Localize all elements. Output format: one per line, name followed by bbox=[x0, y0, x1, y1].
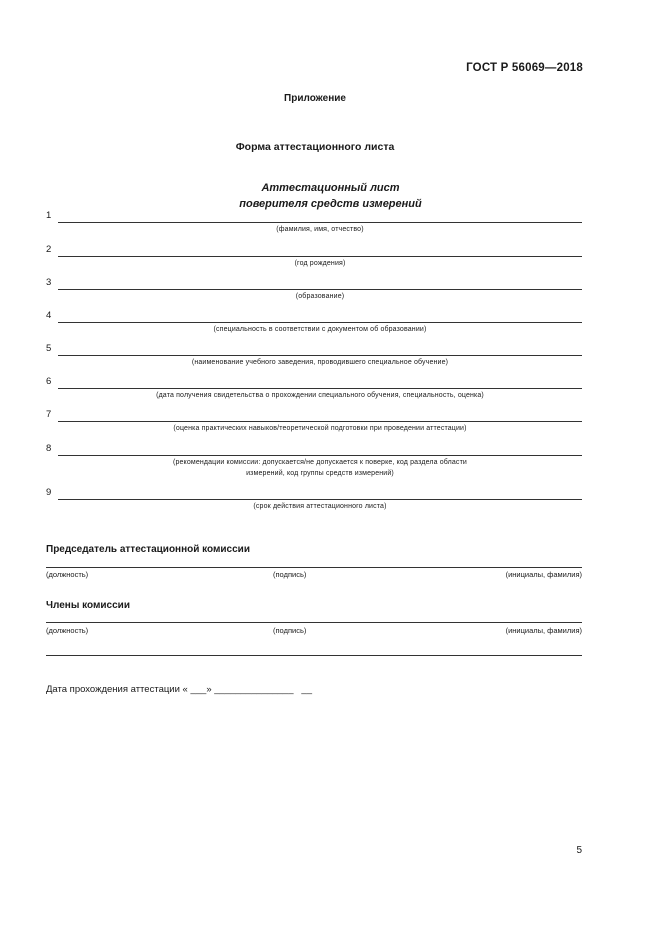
members-heading: Члены комиссии bbox=[46, 600, 130, 611]
position-caption: (должность) bbox=[46, 570, 89, 579]
document-title-line1: Аттестационный лист bbox=[261, 182, 400, 194]
document-title bbox=[0, 180, 661, 212]
form-title: Форма аттестационного листа bbox=[235, 141, 395, 153]
initials-caption: (инициалы, фамилия) bbox=[505, 570, 582, 579]
field-line bbox=[58, 499, 582, 500]
field-line bbox=[58, 355, 582, 356]
field-number: 2 bbox=[46, 244, 52, 255]
form-field-8[interactable] bbox=[46, 443, 582, 483]
page-number: 5 bbox=[576, 845, 582, 856]
form-field-4[interactable] bbox=[46, 310, 582, 340]
signature-caption: (подпись) bbox=[273, 626, 307, 635]
appendix-label: Приложение bbox=[284, 93, 346, 104]
certification-date-line[interactable]: Дата прохождения аттестации « ___» _______________ __ bbox=[46, 684, 312, 695]
field-caption: (специальность в соответствии с документом об образовании) bbox=[213, 326, 427, 333]
field-caption: (фамилия, имя, отчество) bbox=[276, 226, 364, 233]
position-caption: (должность) bbox=[46, 626, 89, 635]
field-number: 5 bbox=[46, 343, 52, 354]
field-line bbox=[58, 322, 582, 323]
field-number: 1 bbox=[46, 210, 52, 221]
member-signature-captions bbox=[46, 626, 582, 638]
form-field-1[interactable] bbox=[46, 210, 582, 240]
field-caption: (наименование учебного заведения, проводившего специальное обучение) bbox=[191, 359, 449, 366]
form-field-3[interactable] bbox=[46, 277, 582, 307]
field-number: 9 bbox=[46, 487, 52, 498]
field-caption bbox=[58, 457, 582, 479]
signature-caption: (подпись) bbox=[273, 570, 307, 579]
standard-number: ГОСТ Р 56069—2018 bbox=[466, 62, 583, 74]
field-number: 4 bbox=[46, 310, 52, 321]
form-field-2[interactable] bbox=[46, 244, 582, 274]
field-number: 8 bbox=[46, 443, 52, 454]
field-caption: (образование) bbox=[295, 293, 345, 300]
field-caption-line2: измерений, код группы средств измерений) bbox=[246, 470, 394, 477]
field-number: 7 bbox=[46, 409, 52, 420]
member-signature-line-1[interactable] bbox=[46, 622, 582, 623]
field-line bbox=[58, 256, 582, 257]
chairman-signature-captions bbox=[46, 570, 582, 582]
form-field-6[interactable] bbox=[46, 376, 582, 406]
field-caption: (срок действия аттестационного листа) bbox=[253, 503, 387, 510]
member-signature-line-2[interactable] bbox=[46, 655, 582, 656]
form-field-7[interactable] bbox=[46, 409, 582, 439]
field-line bbox=[58, 388, 582, 389]
field-line bbox=[58, 289, 582, 290]
field-caption: (год рождения) bbox=[294, 260, 346, 267]
chairman-heading: Председатель аттестационной комиссии bbox=[46, 544, 250, 555]
form-field-9[interactable] bbox=[46, 487, 582, 517]
field-number: 6 bbox=[46, 376, 52, 387]
field-line bbox=[58, 455, 582, 456]
field-number: 3 bbox=[46, 277, 52, 288]
field-line bbox=[58, 421, 582, 422]
document-title-line2: поверителя средств измерений bbox=[239, 198, 422, 210]
initials-caption: (инициалы, фамилия) bbox=[505, 626, 582, 635]
chairman-signature-line[interactable] bbox=[46, 567, 582, 568]
field-caption: (оценка практических навыков/теоретической подготовки при проведении аттестации) bbox=[173, 425, 467, 432]
form-field-5[interactable] bbox=[46, 343, 582, 373]
field-caption: (дата получения свидетельства о прохождении специального обучения, специальность, оценка) bbox=[156, 392, 484, 399]
field-caption-line1: (рекомендации комиссии: допускается/не допускается к поверке, код раздела области bbox=[172, 459, 467, 466]
field-line bbox=[58, 222, 582, 223]
